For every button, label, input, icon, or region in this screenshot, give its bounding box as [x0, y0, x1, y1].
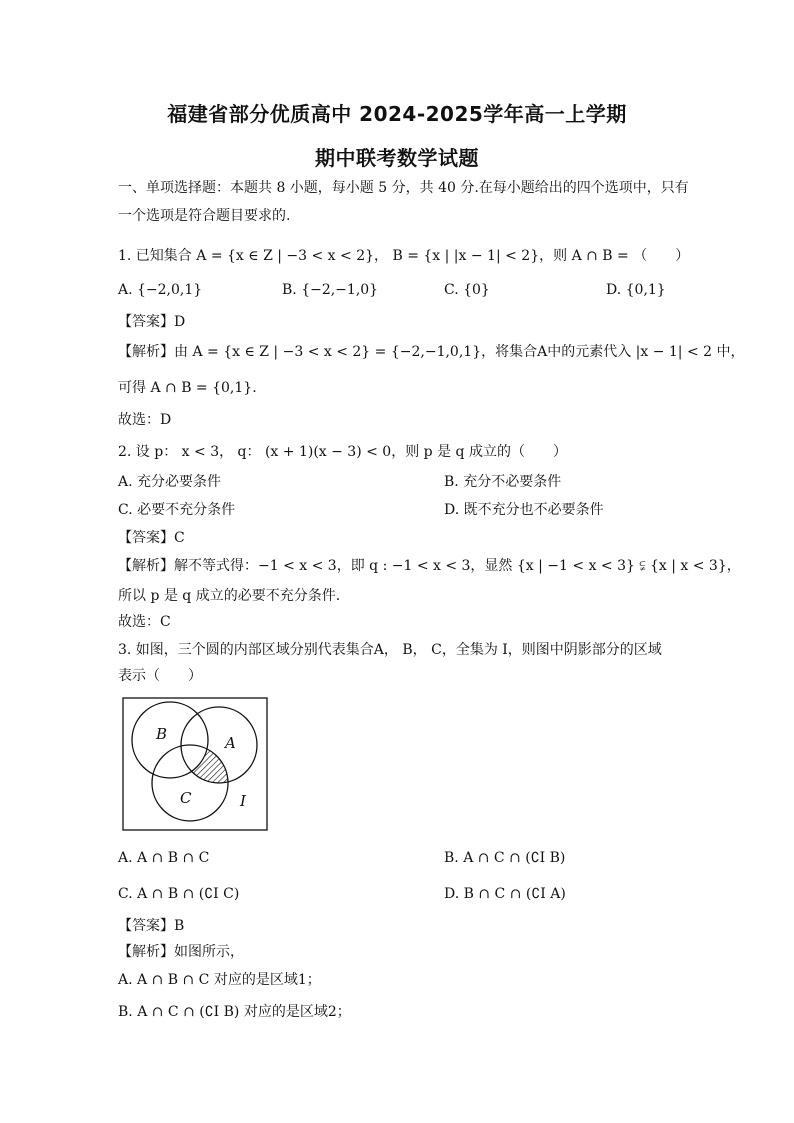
q3-analysis-line3: B. A ∩ C ∩ (∁I B) 对应的是区域2； [118, 1004, 351, 1020]
section-intro-line2: 一个选项是符合题目要求的. [118, 208, 291, 224]
q3-option-b: B. A ∩ C ∩ (∁I B) [444, 850, 566, 866]
q2-analysis-line1: 【解析】解不等式得：−1 < x < 3，即 q : −1 < x < 3，显然 {x | −1 < x < 3} ⫋ {x | x < 3}， [118, 558, 741, 574]
q2-stem: 2. 设 p： x < 3， q： (x + 1)(x − 3) < 0，则 p 是 q 成立的（ ） [118, 444, 567, 460]
label-i: I [240, 792, 246, 810]
q2-analysis-line2: 所以 p 是 q 成立的必要不充分条件. [118, 588, 341, 604]
q2-conclusion: 故选：C [118, 614, 171, 630]
q3-option-d: D. B ∩ C ∩ (∁I A) [444, 886, 566, 902]
q1-option-d: D. {0,1} [606, 282, 666, 298]
q2-option-c: C. 必要不充分条件 [118, 502, 236, 518]
q1-option-a: A. {−2,0,1} [118, 282, 203, 298]
q3-stem-line2: 表示（ ） [118, 668, 202, 684]
label-a: A [225, 734, 236, 752]
q1-analysis-line2: 可得 A ∩ B = {0,1}. [118, 380, 257, 396]
q2-option-d: D. 既不充分也不必要条件 [444, 502, 604, 518]
label-b: B [156, 725, 168, 743]
q1-option-b: B. {−2,−1,0} [282, 282, 379, 298]
q2-option-b: B. 充分不必要条件 [444, 474, 562, 490]
exam-title-line1: 福建省部分优质高中 2024-2025学年高一上学期 [167, 102, 627, 126]
q2-answer: 【答案】C [118, 530, 185, 546]
venn-diagram [122, 697, 268, 831]
q1-option-c: C. {0} [444, 282, 490, 298]
q3-answer: 【答案】B [118, 918, 185, 934]
q3-option-c: C. A ∩ B ∩ (∁I C) [118, 886, 240, 902]
q1-stem: 1. 已知集合 A = {x ∈ Z | −3 < x < 2}， B = {x | |x − 1| < 2}，则 A ∩ B = （ ） [118, 248, 690, 264]
section-intro-line1: 一、单项选择题：本题共 8 小题，每小题 5 分，共 40 分.在每小题给出的四个选项中，只有 [118, 180, 689, 196]
q1-answer: 【答案】D [118, 314, 186, 330]
q3-option-a: A. A ∩ B ∩ C [118, 850, 210, 866]
exam-title-line2: 期中联考数学试题 [315, 146, 479, 170]
q2-option-a: A. 充分必要条件 [118, 474, 222, 490]
q3-analysis-line2: A. A ∩ B ∩ C 对应的是区域1； [118, 972, 321, 988]
q1-conclusion: 故选：D [118, 412, 172, 428]
shaded-region [122, 697, 268, 831]
q3-analysis-line1: 【解析】如图所示， [118, 944, 244, 960]
circle-b [132, 702, 208, 778]
label-c: C [180, 789, 192, 807]
q1-analysis-line1: 【解析】由 A = {x ∈ Z | −3 < x < 2} = {−2,−1,0,1}，将集合A中的元素代入 |x − 1| < 2 中， [118, 344, 745, 360]
q3-stem-line1: 3. 如图，三个圆的内部区域分别代表集合A， B， C，全集为 I，则图中阴影部分的区域 [118, 642, 662, 658]
